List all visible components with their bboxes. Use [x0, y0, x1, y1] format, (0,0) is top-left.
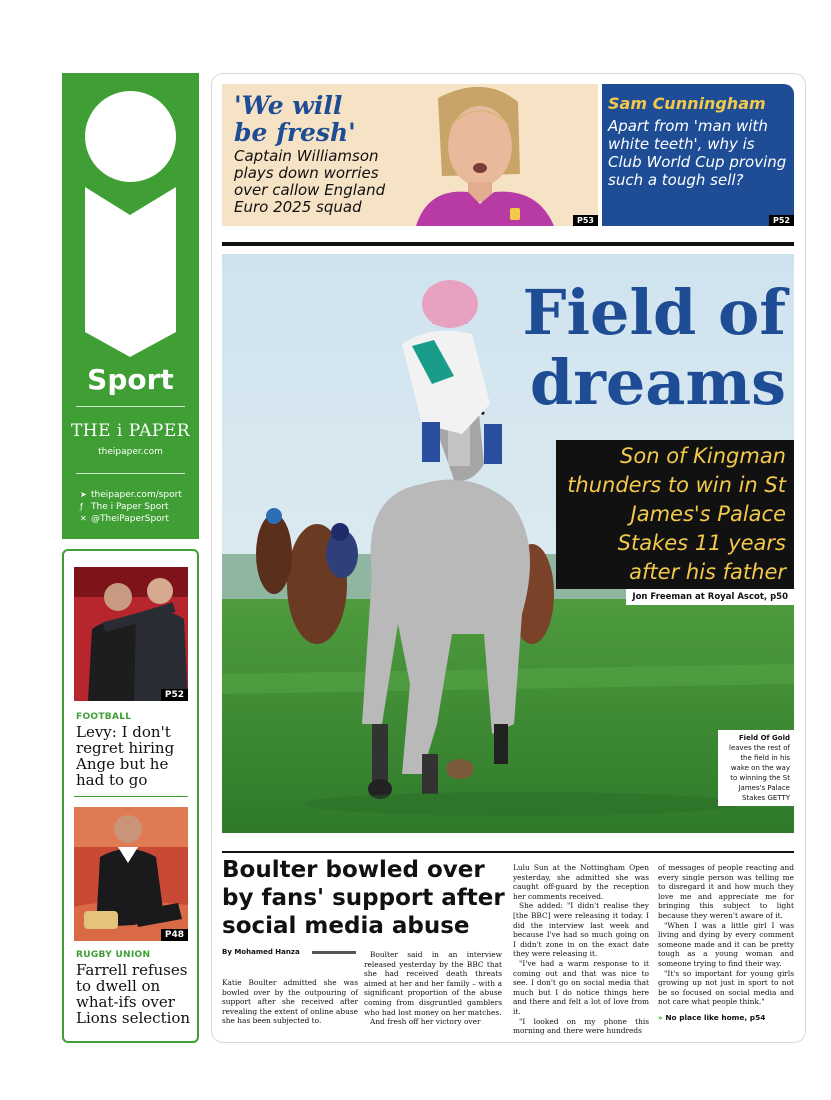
x-icon: ✕: [80, 514, 87, 523]
paragraph: Katie Boulter admitted she was bowled over by the outpouring of support after she received after revealing the extent of online abuse she has been subjected to.: [222, 978, 358, 1026]
paragraph: "When I was a little girl I was living and dying by every comment someone made and it can be pretty tough as a young woman and someone trying to find their way.: [658, 920, 794, 968]
story-headline[interactable]: Boulter bowled over by fans' support after social media abuse: [222, 857, 505, 939]
story-kicker: FOOTBALL: [76, 712, 132, 722]
social-facebook[interactable]: ƒ The i Paper Sport: [80, 502, 169, 512]
promo-photo: [398, 84, 598, 226]
page-ref: P48: [161, 929, 188, 941]
promo-cunningham[interactable]: [602, 84, 794, 226]
lead-byline: Jon Freeman at Royal Ascot, p50: [626, 589, 794, 605]
continue-link[interactable]: [658, 1013, 794, 1023]
promo-headline: 'We will be fresh': [234, 91, 356, 147]
section-title: Sport: [87, 363, 174, 396]
page-ref: P52: [161, 689, 188, 701]
divider: [222, 242, 794, 246]
paragraph: "It's so important for young girls growing up not just in sport to not be so focused on social media and not care what people think.": [658, 968, 794, 1007]
paragraph: of messages of people reacting and every single person was telling me to disregard it and how much they love me and appreciate me for bringing this subject to light because they weren't aware of it.: [658, 863, 794, 920]
social-x[interactable]: ✕ @TheiPaperSport: [80, 514, 169, 524]
i-logo-stem: [85, 187, 176, 357]
lead-headline-line: dreams: [529, 346, 786, 419]
paragraph: "I looked on my phone this morning and there were hundreds: [513, 1016, 649, 1036]
lead-standfirst: Son of Kingman thunders to win in St James's Palace Stakes 11 years after his father: [556, 440, 794, 589]
promo-text: Apart from 'man with white teeth', why is Club World Cup proving such a tough sell?: [608, 117, 787, 189]
social-web[interactable]: ➤ theipaper.com/sport: [80, 490, 182, 500]
story-column-3: [513, 863, 649, 1036]
paragraph: Boulter said in an interview released yesterday by the BBC that she had received death threats aimed at her and her family – with a significant proportion of the abuse coming from disgruntled gamblers who had lost money on her matches.: [364, 950, 502, 1017]
i-logo-dot: [85, 91, 176, 182]
divider: [76, 473, 185, 474]
continue-arrow-icon: »: [658, 1012, 663, 1022]
photo-caption: [718, 730, 794, 806]
story-column-2: [364, 950, 502, 1027]
promo-text: Captain Williamson plays down worries over callow England Euro 2025 squad: [234, 147, 386, 216]
paragraph: And fresh off her victory over: [370, 1017, 481, 1027]
social-links: [80, 489, 182, 525]
sidebar-photo-football[interactable]: [74, 567, 188, 701]
story-byline: By Mohamed Hanza: [222, 948, 300, 956]
lead-headline-line: Field of: [522, 276, 786, 349]
continue-text: No place like home, p54: [665, 1012, 766, 1022]
page-ref: P53: [573, 215, 598, 226]
divider: [312, 951, 356, 954]
photo-credit: GETTY: [767, 794, 790, 802]
story-kicker: RUGBY UNION: [76, 950, 151, 960]
sidebar: [62, 549, 199, 1043]
page-ref: P52: [769, 215, 794, 226]
masthead: [62, 73, 199, 539]
cursor-icon: ➤: [80, 490, 87, 499]
sidebar-headline[interactable]: Farrell refuses to dwell on what-ifs over Lions selection: [76, 961, 191, 1027]
promo-williamson[interactable]: [222, 84, 598, 226]
lead-headline: [522, 278, 786, 418]
paragraph: "I've had a warm response to it coming out and that was nice to see. I don't go on social media that much but I do notice things here and there and felt a lot of love from it.: [513, 958, 649, 1016]
brand-logo: THE i PAPER: [70, 421, 191, 441]
paragraph: Lulu Sun at the Nottingham Open yesterday, she admitted she was caught off-guard by the reception her comments received.: [513, 863, 649, 901]
caption-subject: Field Of Gold: [738, 734, 790, 742]
divider: [76, 406, 185, 407]
sidebar-headline[interactable]: Levy: I don't regret hiring Ange but he had to go: [76, 723, 175, 789]
divider: [222, 851, 794, 853]
caption-text: leaves the rest of the field in his wake on the way to winning the St James's Palace Stakes: [729, 744, 790, 802]
story-column-1: [222, 978, 358, 1026]
columnist-name: Sam Cunningham: [608, 94, 766, 113]
site-link[interactable]: theipaper.com: [98, 447, 163, 457]
lead-story[interactable]: [222, 254, 794, 833]
facebook-icon: ƒ: [80, 502, 83, 511]
sidebar-photo-rugby[interactable]: [74, 807, 188, 941]
divider: [74, 796, 188, 797]
paragraph: She added: "I didn't realise they [the BBC] were releasing it today. I did the interview last week and because I've had so much going on I didn't zone in on the exact date they were releasing it.: [513, 901, 649, 959]
story-column-4: [658, 863, 794, 1023]
